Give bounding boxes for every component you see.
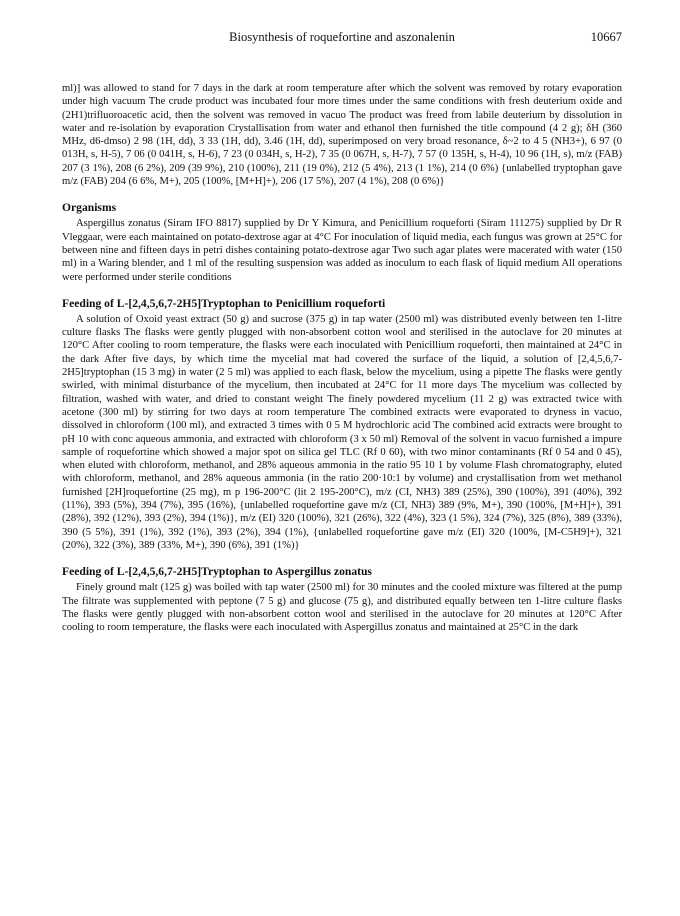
- running-title: Biosynthesis of roquefortine and aszonalenin: [229, 30, 455, 44]
- page-number: 10667: [590, 30, 622, 44]
- heading-feeding-aspergillus: Feeding of L-[2,4,5,6,7-2H5]Tryptophan to Aspergillus zonatus: [62, 565, 372, 579]
- heading-organisms: Organisms: [62, 201, 117, 215]
- heading-feeding-penicillium: Feeding of L-[2,4,5,6,7-2H5]Tryptophan to Penicillium roqueforti: [62, 296, 386, 310]
- paragraph-feeding-penicillium: A solution of Oxoid yeast extract (50 g) and sucrose (375 g) in tap water (2500 ml) was distributed evenly between ten 1-litre culture flasks The flasks were gently plugged with non-absorbent cotton wool and sterilised in the autoclave for 20 minutes at 120°C After cooling to room temperature, the flasks were each inoculated with Penicillium roqueforti, then maintained at 24°C in the dark After five days, by which time the mycelial mat had covered the surface of the liquid, a solution of [2,4,5,6,7-2H5]tryptophan (15 3 mg) in water (2 5 ml) was applied to each flask, below the mycelium, using a pipette The flasks were gently swirled, with minimal disturbance of the mycelium, then incubated at 24°C for 11 more days The mycelium was collected by filtration, washed with water, and dried to constant weight The finely powdered mycelium (11 2 g) was extracted twice with acetone (300 ml) by stirring for two days at room temperature The combined extracts were evaporated to dryness in vacuo, dissolved in chloroform (100 ml), and extracted 3 times with 0 5 M hydrochloric acid The combined acid extracts were brought to pH 10 with conc aqueous ammonia, and extracted with chloroform (3 x 50 ml) Removal of the solvent in vacuo furnished a impure sample of roquefortine which showed a major spot on silica gel TLC (Rf 0 60), with two minor contaminants (Rf 0 54 and 0 45), when eluted with chloroform, methanol, and 28% aqueous ammonia in the ratio 95 10 1 by volume Flash chromatography, eluted with chloroform, methanol, and 28% aqueous ammonia (in the ratio 200·10:1 by volume) and crystallisation from wet methanol furnished [2H]roquefortine (25 mg), m p 196-200°C (lit 2 195-200°C), m/z (CI, NH3) 389 (25%), 390 (100%), 391 (40%), 392 (11%), 393 (5%), 394 (7%), 395 (16%), {unlabelled roquefortine gave m/z (CI, NH3) 389 (9%, M+), 390 (100%, [M+H]+), 391 (28%), 392 (12%), 393 (2%), 394 (1%)}, m/z (EI) 320 (100%), 321 (26%), 322 (4%), 323 (1 5%), 324 (7%), 325 (8%), 389 (33%), 390 (5 5%), 391 (1%), 392 (1%), 393 (2%), 394 (1%), {unlabelled roquefortine gave m/z (EI) 320 (100%, [M-C5H9]+), 321 (20%), 322 (3%), 389 (33%, M+), 390 (6%), 391 (1%)}: [62, 313, 622, 551]
- paragraph-feeding-aspergillus: Finely ground malt (125 g) was boiled with tap water (2500 ml) for 30 minutes and the cooled mixture was filtered at the pump The filtrate was supplemented with peptone (7 5 g) and glucose (75 g), and distributed equally between ten 1-litre culture flasks The flasks were gently plugged with non-absorbent cotton wool and sterilised in the autoclave for 20 minutes at 120°C After cooling to room temperature, the flasks were each inoculated with Aspergillus zonatus and maintained at 25°C in the dark: [62, 582, 622, 634]
- running-head: [62, 30, 622, 48]
- body-text: [62, 82, 622, 634]
- paragraph-organisms: Aspergillus zonatus (Siram IFO 8817) supplied by Dr Y Kimura, and Penicillium roqueforti (Siram 111275) supplied by Dr R Vleggaar, were each maintained on potato-dextrose agar at 4°C For inoculation of liquid media, each fungus was grown at 25°C for between nine and fifteen days in petri dishes containing potato-dextrose agar Two such agar plates were macerated with water (150 ml) in a Waring blender, and 1 ml of the resulting suspension was added as inoculum to each flask of liquid medium All operations were performed under sterile conditions: [62, 218, 622, 283]
- paragraph-deuteration: ml)] was allowed to stand for 7 days in the dark at room temperature after which the solvent was removed by rotary evaporation under high vacuum The crude product was incubated four more times under the same conditions with fresh deuterium oxide and (2H1)trifluoroacetic acid, then the solvent was removed in vacuo The product was freed from labile deuterium by dissolution in water and re-isolation by evaporation Crystallisation from water and ethanol then furnished the title compound (4 2 g); δH (360 MHz, d6-dmso) 2 98 (1H, dd), 3 33 (1H, dd), 3.46 (1H, dd), superimposed on very broad resonance, δ~2 to 4 5 (NH3+), 6 97 (0 013H, s, H-5), 7 06 (0 041H, s, H-6), 7 23 (0 034H, s, H-2), 7 35 (0 067H, s, H-7), 7 57 (0 135H, s, H-4), 10 96 (1H, s), m/z (FAB) 207 (3 1%), 208 (6 2%), 209 (39 9%), 210 (100%), 211 (19 0%), 212 (5 4%), 213 (1 1%), 214 (0 6%) {unlabelled tryptophan gave m/z (FAB) 204 (6 6%, M+), 205 (100%, [M+H]+), 206 (17 5%), 207 (4 1%), 208 (0 6%)}: [62, 83, 622, 188]
